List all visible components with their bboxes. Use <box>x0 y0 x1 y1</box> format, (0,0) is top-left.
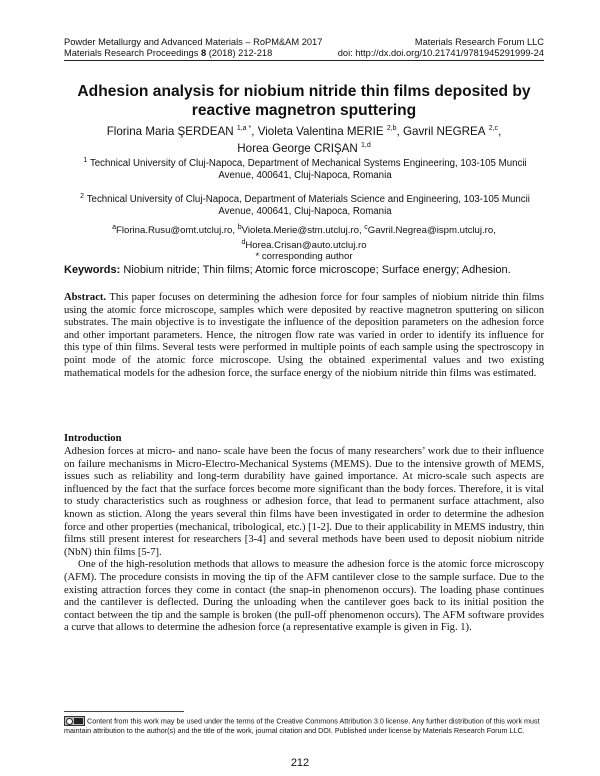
running-header-line-1 <box>64 37 544 48</box>
keywords-text: Niobium nitride; Thin films; Atomic force microscope; Surface energy; Adhesion. <box>123 264 511 276</box>
keywords <box>64 264 544 277</box>
abstract-label: Abstract. <box>64 292 107 303</box>
page-number: 212 <box>290 757 310 769</box>
paragraph: One of the high-resolution methods that allows to measure the adhesion force is the atomic force microscopy (AFM). The procedure consists in moving the tip of the AFM cantilever close to the sample surface. Due to the existing attraction forces they come in contact (the snap-in phenomenon occurs). The loading phase continues and the cantilever is deflected. During the unloading when the cantilever goes back to its initial position the contact between the tip and the sample is broken (the pull-off phenomenon occurs). The AFM software provides a curve that allows to determine the adhesion force (a representative example is given in Fig. 1). <box>64 559 544 634</box>
author-emails: $^a$Florina.Rusu@omt.utcluj.ro, $^b$Violeta.Merie@stm.utcluj.ro, $^c$Gavril.Negrea@ispm.utcluj.ro, $^d$Horea.Crisan@auto.utcluj.ro <box>112 224 496 252</box>
publisher-name: Materials Research Forum LLC <box>414 37 544 47</box>
footnote-divider <box>64 711 184 712</box>
author-name: Florina Maria ŞERDEAN <box>106 124 234 138</box>
running-header-line-2 <box>64 48 544 59</box>
abstract <box>64 292 544 380</box>
conference-name: Powder Metallurgy and Advanced Materials – RoPM&AM 2017 <box>64 37 323 47</box>
author-affiliation-mark: 2,b <box>386 125 397 132</box>
doi-link[interactable]: doi: http://dx.doi.org/10.21741/9781945291999-24 <box>337 48 544 58</box>
paragraph: Adhesion forces at micro- and nano- scale have been the focus of many researchers’ work due to their influence on failure mechanisms in Micro-Electro-Mechanical Systems (MEMS). Due to the intensive growth of MEMS, issues such as reliability and long-term durability have gained importance. At micro-scale such aspects are influenced by the fact that the surface forces become more significant than the body forces. Therefore, it is vital to study characteristics such as roughness or adhesion force, that lead to permanent surface attachment, also known as stiction. Along the years several thin films have been investigated in order to determine the adhesion force and other properties (mechanical, tribological, etc.) [1-2]. Due to their applicability in MEMS industry, thin films still present interest for researchers [3-4] and several methods have been used to deposit niobium nitride (NbN) thin films [5-7]. <box>64 446 545 558</box>
creative-commons-by-icon <box>64 716 85 726</box>
author-affiliation-mark: 1,d <box>361 141 371 149</box>
author-name: Gavril NEGREA <box>403 124 486 138</box>
email-link[interactable]: Gavril.Negrea@ispm.utcluj.ro <box>367 225 494 237</box>
email-link[interactable]: Florina.Rusu@omt.utcluj.ro <box>116 225 233 237</box>
license-text: Content from this work may be used under the terms of the Creative Commons Attribution 3.0 license. Any further distribution of this work must maintain attribution to the author(s) and the title of the work, journal citation and DOI. Published under license by Materials Research Forum LLC. <box>64 716 540 735</box>
affiliation-2: $^2$ Technical University of Cluj-Napoca, Department of Materials Science and Engineering, 103-105 Muncii Avenue, 400641, Cluj-Napoca, Romania <box>80 193 530 218</box>
author-name: Violeta Valentina MERIE <box>257 124 384 138</box>
corresponding-author-note: * corresponding author <box>255 251 353 262</box>
author-list: Florina Maria ŞERDEAN $^{1,a *}$, Violeta Valentina MERIE $^{2,b}$, Gavril NEGREA $^{2,c}$, Horea George CRIŞAN $^{1,d}$ <box>106 124 502 155</box>
section-heading-introduction: Introduction <box>64 433 122 444</box>
license-notice <box>64 716 544 735</box>
author-affiliation-mark: 2,c <box>488 125 499 132</box>
proceedings-citation: Materials Research Proceedings 8 (2018) 212-218 <box>64 48 273 58</box>
affiliation-1: $^1$ Technical University of Cluj-Napoca, Department of Mechanical Systems Engineering, 103-105 Muncii Avenue, 400641, Cluj-Napoca, Romania <box>83 157 527 182</box>
introduction-body <box>64 446 544 635</box>
paper-title: Adhesion analysis for niobium nitride thin films deposited by reactive magnetron sputtering <box>77 83 531 119</box>
header-divider <box>64 60 544 61</box>
email-link[interactable]: Horea.Crisan@auto.utcluj.ro <box>245 240 367 252</box>
author-name: Horea George CRIŞAN <box>237 141 358 155</box>
author-affiliation-mark: 1,a * <box>236 125 252 132</box>
email-link[interactable]: Violeta.Merie@stm.utcluj.ro <box>241 225 359 237</box>
abstract-text: This paper focuses on determining the adhesion force for four samples of niobium nitride thin films using the atomic force microscope, samples which were deposited by reactive magnetron sputtering on silicon substrates. The main objective is to investigate the influence of the deposition parameters on the adhesion force and other important parameters. Hence, the nitrogen flow rate was varied in order to identify its influence for this type of thin films. Several tests were performed in multiple points of each sample using the spectroscopy in point mode of the atomic force microscope. Using the obtained experimental values and two existing mathematical models for the adhesion force, the surface energy of the niobium nitride thin films was estimated. <box>64 292 544 379</box>
keywords-label: Keywords: <box>64 264 121 276</box>
